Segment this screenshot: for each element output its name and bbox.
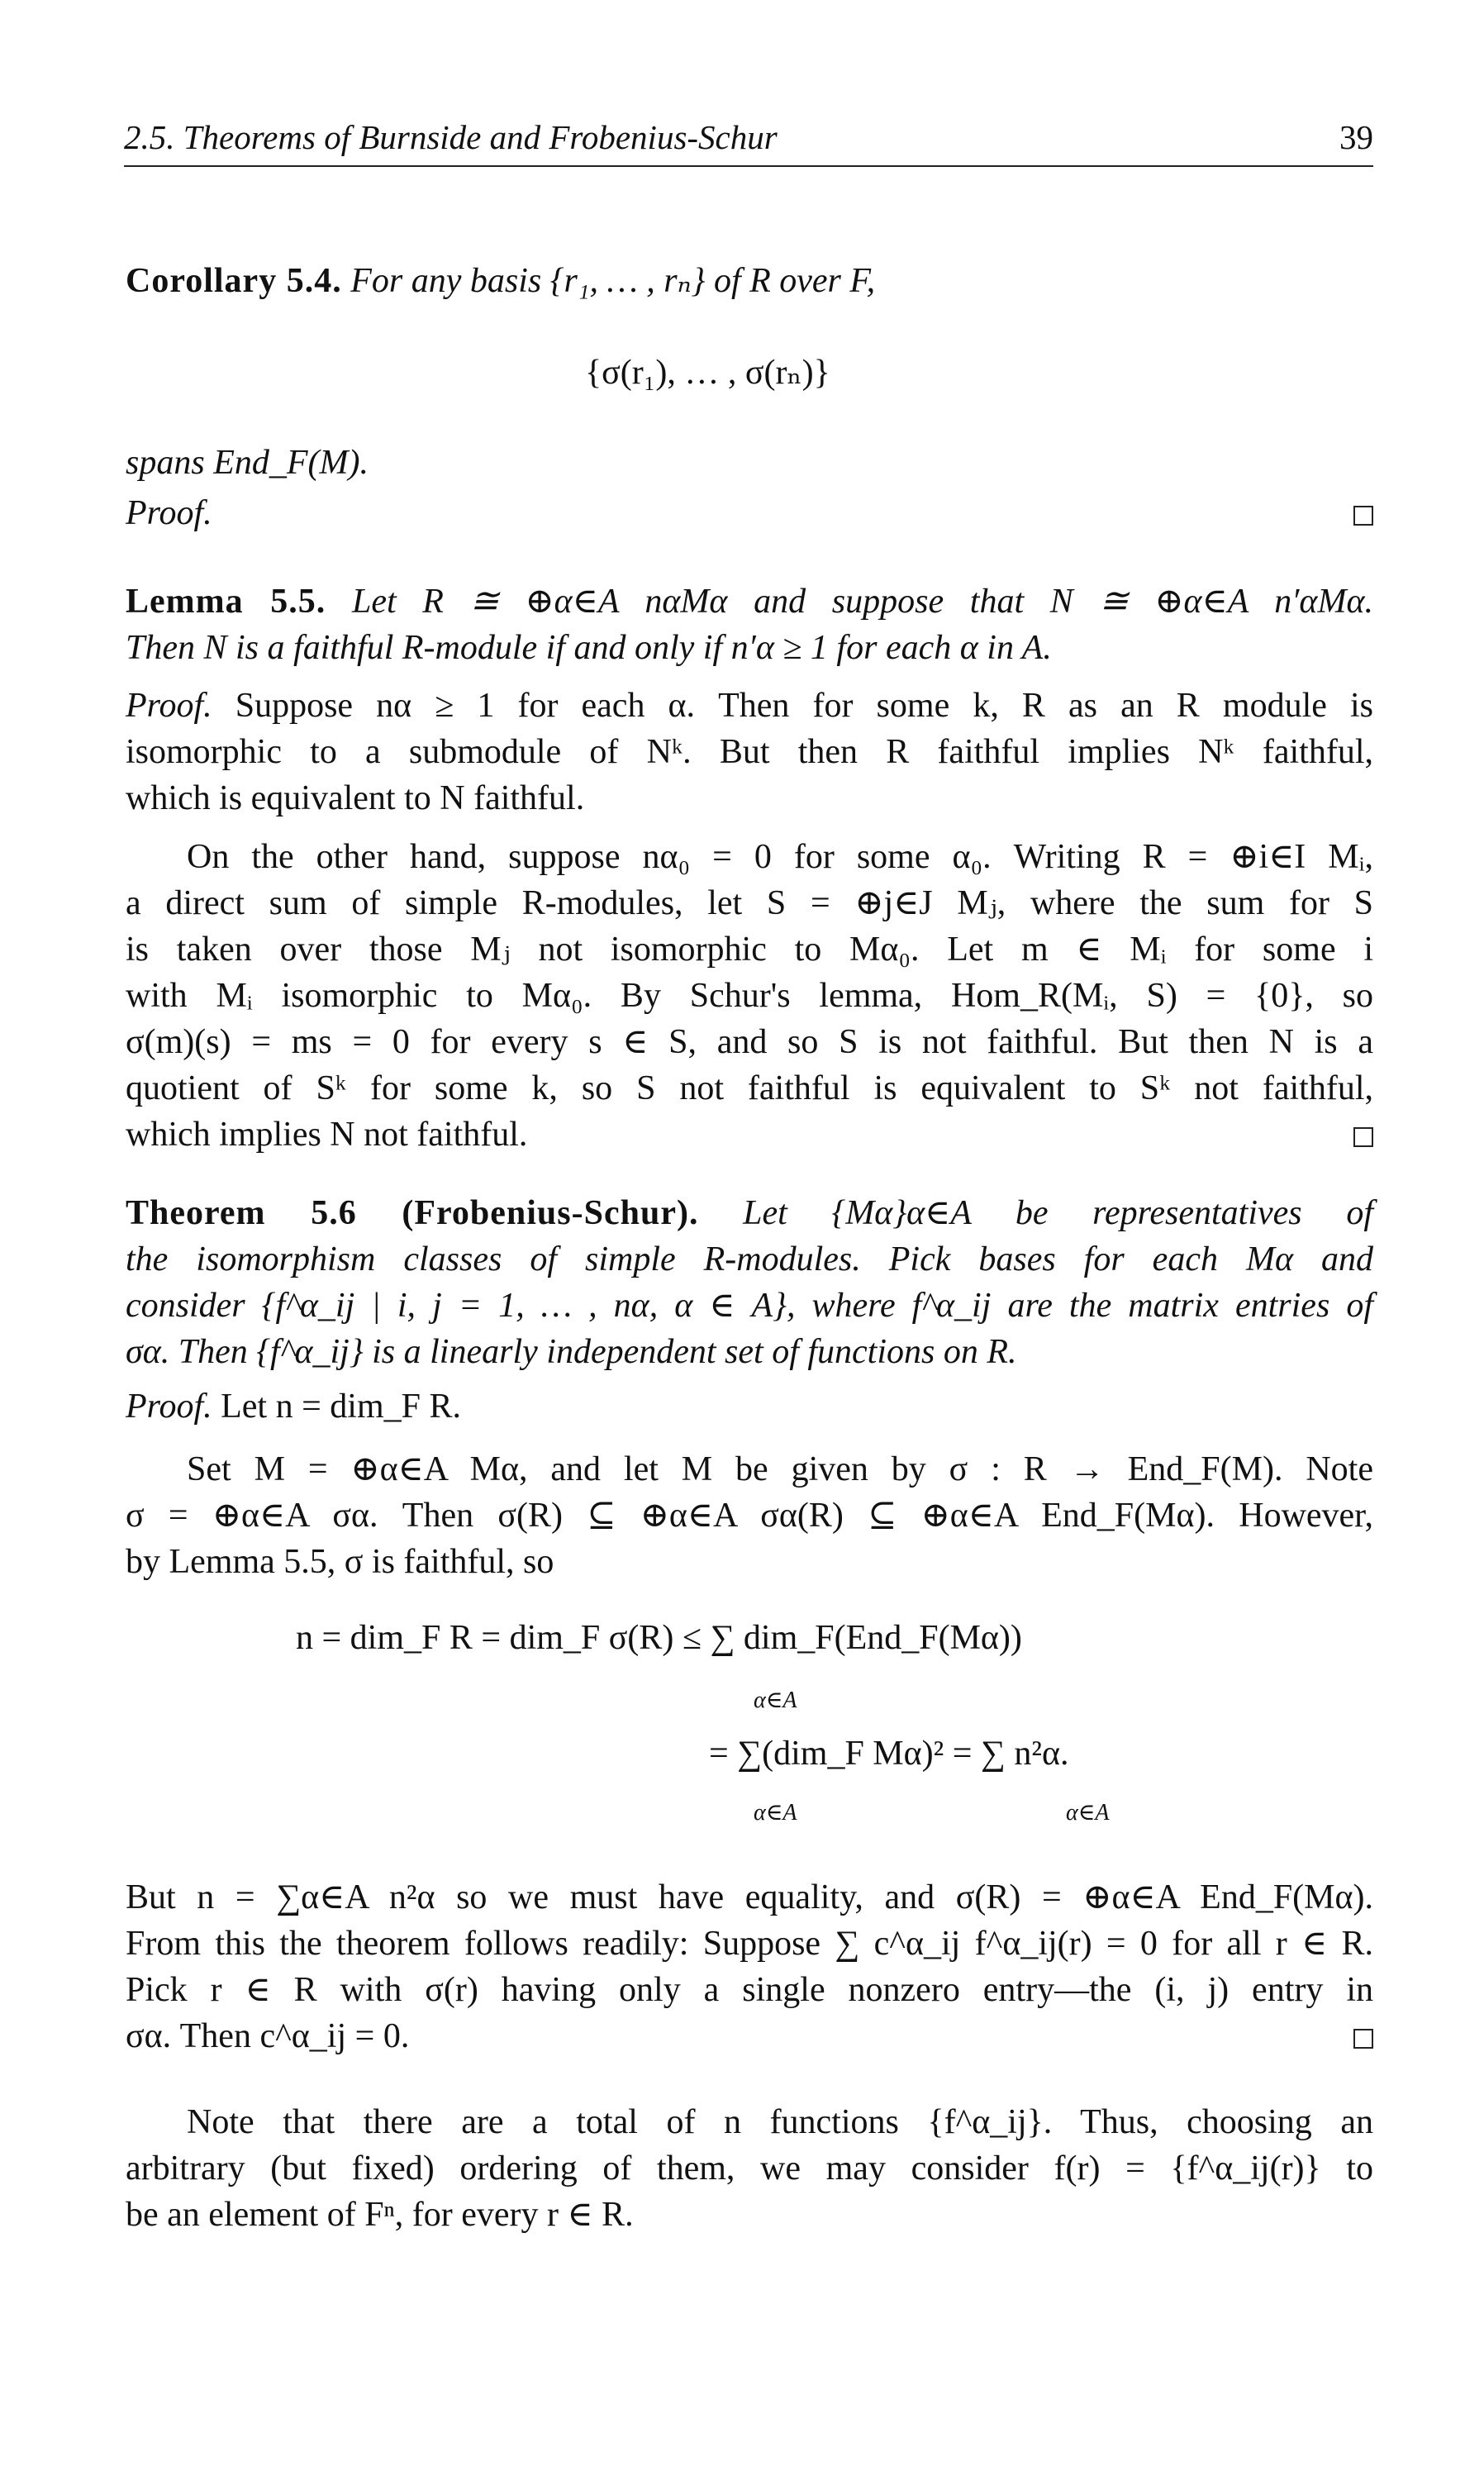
qed-box bbox=[1353, 2029, 1373, 2049]
theorem-proof-line-1 bbox=[126, 1383, 1373, 1430]
corollary-label: Corollary 5.4. bbox=[126, 262, 342, 300]
section-title: 2.5. Theorems of Burnside and Frobenius-Schur bbox=[124, 118, 778, 156]
running-header bbox=[124, 114, 1373, 167]
theorem-para1-line-2: σ = ⊕α∈A σα. Then σ(R) ⊆ ⊕α∈A σα(R) ⊆ ⊕α∈A End_F(Mα). However, bbox=[126, 1497, 1373, 1535]
note-line-3: be an element of Fⁿ, for every r ∈ R. bbox=[126, 2196, 634, 2234]
lemma-proof-text-1: Suppose nα ≥ 1 for each α. Then for some k, R as an R module is bbox=[235, 687, 1373, 725]
display-equation-2: = ∑(dim_F Mα)² = ∑ n²α. bbox=[709, 1735, 1069, 1773]
lemma-para2-line-5: σ(m)(s) = ms = 0 for every s ∈ S, and so S is not faithful. But then N is a bbox=[126, 1023, 1373, 1061]
theorem-para1-line-1: Set M = ⊕α∈A Mα, and let M be given by σ : R → End_F(M). Note bbox=[187, 1450, 1373, 1488]
theorem-line-3: consider {f^α_ij | i, j = 1, … , nα, α ∈ A}, where f^α_ij are the matrix entries of bbox=[126, 1287, 1373, 1325]
lemma-proof-line-2: isomorphic to a submodule of Nᵏ. But then R faithful implies Nᵏ faithful, bbox=[126, 733, 1373, 771]
lemma-para2-line-3: is taken over those Mⱼ not isomorphic to Mα₀. Let m ∈ Mᵢ for some i bbox=[126, 931, 1373, 969]
theorem-line-1 bbox=[126, 1190, 1373, 1236]
theorem-text-1: Let {Mα}α∈A be representatives of bbox=[743, 1194, 1373, 1232]
sum-index-3: α∈A bbox=[1066, 1800, 1110, 1826]
theorem-proof-label: Proof. bbox=[126, 1388, 212, 1426]
theorem-label: Theorem 5.6 (Frobenius-Schur). bbox=[126, 1194, 699, 1232]
lemma-para2-line-2: a direct sum of simple R-modules, let S = ⊕j∈J Mⱼ, where the sum for S bbox=[126, 884, 1373, 922]
lemma-text-1: Let R ≅ ⊕α∈A nαMα and suppose that N ≅ ⊕α∈A n′αMα. bbox=[351, 583, 1373, 621]
lemma-para2-line-7: which implies N not faithful. bbox=[126, 1116, 528, 1154]
qed-box bbox=[1353, 1127, 1373, 1147]
theorem-proof-text-1: Let n = dim_F R. bbox=[221, 1388, 461, 1426]
lemma-proof-line-3: which is equivalent to N faithful. bbox=[126, 779, 585, 817]
lemma-para2-line-6: quotient of Sᵏ for some k, so S not faithful is equivalent to Sᵏ not faithful, bbox=[126, 1069, 1373, 1107]
sum-index-1: α∈A bbox=[754, 1688, 797, 1713]
theorem-line-2: the isomorphism classes of simple R-modules. Pick bases for each Mα and bbox=[126, 1240, 1373, 1278]
corollary-display-formula: {σ(r₁), … , σ(rₙ)} bbox=[585, 354, 830, 392]
lemma-proof-line-1 bbox=[126, 683, 1373, 729]
theorem-para2-line-1: But n = ∑α∈A n²α so we must have equality, and σ(R) = ⊕α∈A End_F(Mα). bbox=[126, 1878, 1373, 1916]
theorem-line-4: σα. Then {f^α_ij} is a linearly independent set of functions on R. bbox=[126, 1333, 1017, 1371]
page-number: 39 bbox=[1339, 118, 1373, 156]
note-line-1: Note that there are a total of n functions {f^α_ij}. Thus, choosing an bbox=[187, 2103, 1373, 2141]
corollary-tail: spans End_F(M). bbox=[126, 444, 369, 482]
display-equation-1: n = dim_F R = dim_F σ(R) ≤ ∑ dim_F(End_F(Mα)) bbox=[296, 1619, 1022, 1657]
lemma-proof-label: Proof. bbox=[126, 687, 212, 725]
lemma-para2-line-4: with Mᵢ isomorphic to Mα₀. By Schur's lemma, Hom_R(Mᵢ, S) = {0}, so bbox=[126, 977, 1373, 1015]
lemma-line-2: Then N is a faithful R-module if and only if n′α ≥ 1 for each α in A. bbox=[126, 629, 1052, 667]
lemma-para2-line-1: On the other hand, suppose nα₀ = 0 for some α₀. Writing R = ⊕i∈I Mᵢ, bbox=[187, 838, 1373, 876]
qed-box bbox=[1353, 506, 1373, 526]
corollary-proof-label: Proof. bbox=[126, 494, 212, 532]
theorem-para2-line-2: From this the theorem follows readily: Suppose ∑ c^α_ij f^α_ij(r) = 0 for all r ∈ R. bbox=[126, 1925, 1373, 1963]
corollary-statement bbox=[126, 258, 1373, 304]
lemma-label: Lemma 5.5. bbox=[126, 583, 326, 621]
theorem-para1-line-3: by Lemma 5.5, σ is faithful, so bbox=[126, 1543, 554, 1581]
sum-index-2: α∈A bbox=[754, 1800, 797, 1826]
corollary-text: For any basis {r₁, … , rₙ} of R over F, bbox=[350, 262, 876, 300]
theorem-para2-line-3: Pick r ∈ R with σ(r) having only a single nonzero entry—the (i, j) entry in bbox=[126, 1971, 1373, 2009]
theorem-para2-line-4: σα. Then c^α_ij = 0. bbox=[126, 2017, 410, 2055]
lemma-line-1 bbox=[126, 578, 1373, 625]
note-line-2: arbitrary (but fixed) ordering of them, we may consider f(r) = {f^α_ij(r)} to bbox=[126, 2149, 1373, 2188]
